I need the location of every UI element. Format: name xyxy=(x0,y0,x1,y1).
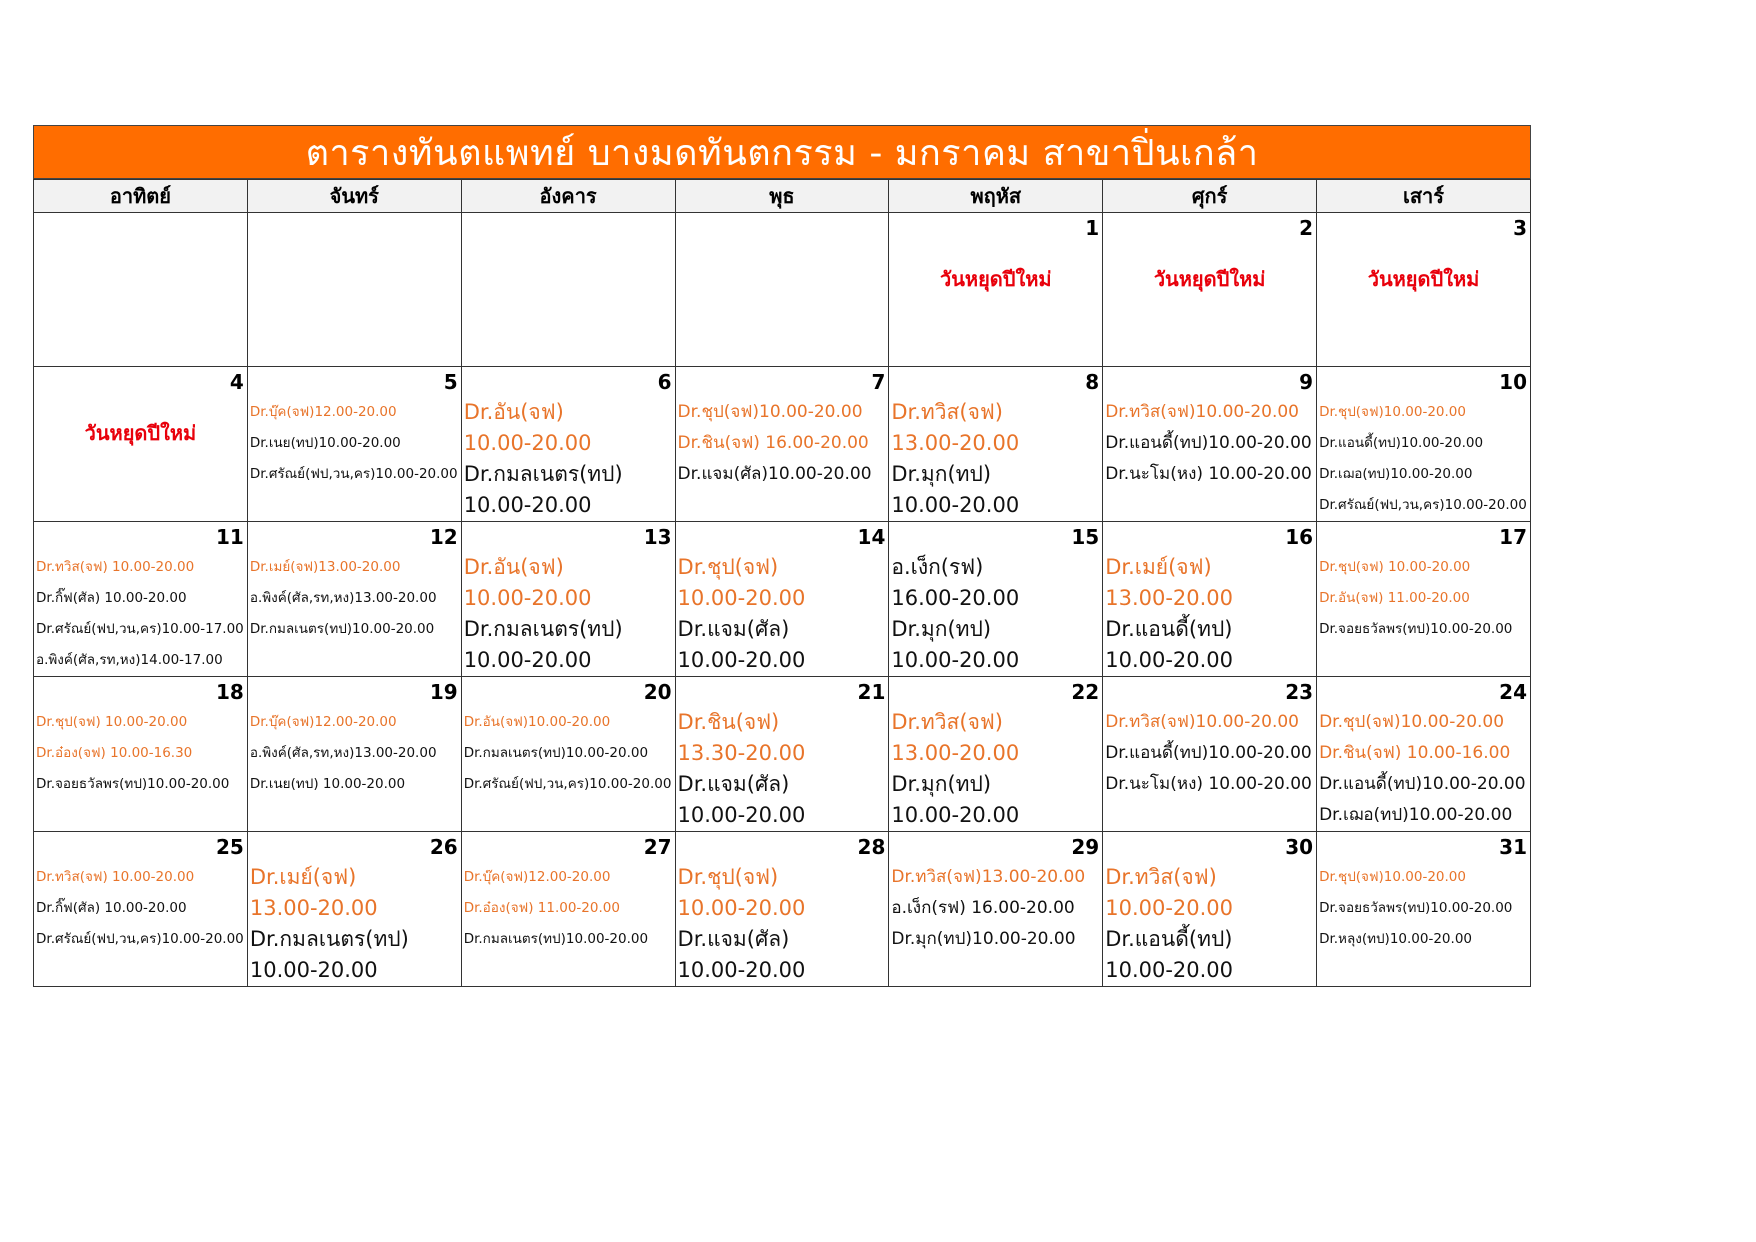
day-cell xyxy=(247,522,461,677)
dentist-shift-entry: Dr.นะโม(หง) 10.00-20.00 xyxy=(1105,464,1312,484)
day-cell xyxy=(1103,677,1317,832)
dentist-shift-entry: Dr.ชุป(จฟ) xyxy=(677,555,779,579)
dentist-shift-entry: 13.00-20.00 xyxy=(249,896,378,920)
dentist-shift-entry: Dr.ชุป(จฟ) 10.00-20.00 xyxy=(1319,559,1471,575)
calendar-body xyxy=(34,213,1531,987)
dentist-shift-entry: Dr.ชุป(จฟ) 10.00-20.00 xyxy=(36,714,188,730)
dentist-shift-entry: Dr.ศรัณย์(ฟป,วน,คร)10.00-20.00 xyxy=(249,466,458,482)
day-cell xyxy=(461,677,675,832)
dentist-shift-entry: 10.00-20.00 xyxy=(463,431,592,455)
dentist-shift-entry: Dr.ทวิส(จฟ)10.00-20.00 xyxy=(1105,402,1300,422)
dentist-shift-entry: 10.00-20.00 xyxy=(463,648,592,672)
dentist-shift-list xyxy=(1319,552,1528,645)
dentist-shift-entry: Dr.ชุป(จฟ)10.00-20.00 xyxy=(1319,712,1505,732)
dentist-shift-entry: Dr.หลุง(ทป)10.00-20.00 xyxy=(1319,931,1472,947)
dentist-shift-entry: Dr.อ๋อง(จฟ) 10.00-16.30 xyxy=(36,745,193,761)
day-number: 31 xyxy=(1499,835,1527,859)
dentist-shift-list xyxy=(464,397,673,521)
day-cell xyxy=(34,832,248,987)
day-cell xyxy=(1103,213,1317,367)
calendar-table xyxy=(33,179,1531,987)
dentist-shift-entry: Dr.บุ๊ค(จฟ)12.00-20.00 xyxy=(249,714,397,730)
weekday-header-row xyxy=(34,180,1531,213)
dentist-shift-entry: Dr.ชุป(จฟ)10.00-20.00 xyxy=(1319,869,1466,885)
dentist-shift-list xyxy=(678,552,887,676)
dentist-shift-entry: Dr.ศรัณย์(ฟป,วน,คร)10.00-20.00 xyxy=(463,776,672,792)
day-cell xyxy=(889,832,1103,987)
dentist-shift-entry: Dr.ทวิส(จฟ) xyxy=(891,710,1003,734)
dentist-shift-entry: อ.พิงค์(ศัล,รท,หง)13.00-20.00 xyxy=(249,590,437,606)
day-number: 1 xyxy=(1085,216,1100,240)
dentist-shift-list xyxy=(36,707,245,800)
day-cell xyxy=(247,677,461,832)
dentist-shift-entry: Dr.อัน(จฟ) xyxy=(463,555,564,579)
dentist-shift-list xyxy=(1319,397,1528,521)
day-cell xyxy=(34,367,248,522)
dentist-shift-list xyxy=(891,707,1100,831)
day-number: 19 xyxy=(429,680,458,704)
dentist-shift-entry: 10.00-20.00 xyxy=(249,958,378,982)
day-number: 23 xyxy=(1285,680,1314,704)
dentist-shift-entry: Dr.เนย(ทป)10.00-20.00 xyxy=(249,435,401,451)
empty-day-cell xyxy=(247,213,461,367)
day-cell xyxy=(889,213,1103,367)
week-row xyxy=(34,522,1531,677)
dentist-shift-entry: Dr.ทวิส(จฟ) xyxy=(1105,865,1217,889)
dentist-shift-entry: Dr.ชิน(จฟ) xyxy=(677,710,780,734)
day-cell xyxy=(34,677,248,832)
day-number xyxy=(464,213,673,243)
dentist-shift-entry: Dr.ชิน(จฟ) 10.00-16.00 xyxy=(1319,743,1511,763)
dentist-shift-list xyxy=(891,862,1100,955)
day-number: 4 xyxy=(229,370,244,394)
day-number: 27 xyxy=(643,835,672,859)
holiday-label: วันหยุดปีใหม่ xyxy=(84,421,197,445)
dentist-shift-entry: Dr.อัน(จฟ)10.00-20.00 xyxy=(463,714,611,730)
dentist-shift-entry: Dr.มุก(ทป)10.00-20.00 xyxy=(891,929,1076,949)
dentist-shift-entry: Dr.ทวิส(จฟ)13.00-20.00 xyxy=(891,867,1086,887)
dentist-shift-entry: Dr.จอยธวัลพร(ทป)10.00-20.00 xyxy=(1319,621,1513,637)
empty-day-cell xyxy=(34,213,248,367)
weekday-saturday: เสาร์ xyxy=(1317,180,1531,213)
day-number: 3 xyxy=(1513,216,1527,240)
empty-day-cell xyxy=(675,213,889,367)
day-cell xyxy=(675,832,889,987)
dentist-shift-entry: 10.00-20.00 xyxy=(891,803,1020,827)
dentist-shift-entry: 10.00-20.00 xyxy=(677,648,806,672)
dentist-shift-entry: Dr.แอนดี้(ทป) xyxy=(1105,927,1233,951)
day-cell xyxy=(1103,367,1317,522)
day-number: 8 xyxy=(1085,370,1100,394)
dentist-shift-entry: Dr.นะโม(หง) 10.00-20.00 xyxy=(1105,774,1312,794)
dentist-shift-list xyxy=(250,707,459,800)
dentist-shift-entry: Dr.แจม(ศัล) xyxy=(677,927,790,951)
day-cell xyxy=(1317,677,1531,832)
day-number: 7 xyxy=(871,370,886,394)
dentist-shift-entry: Dr.ทวิส(จฟ) 10.00-20.00 xyxy=(36,869,195,885)
day-cell xyxy=(889,677,1103,832)
dentist-shift-entry: 10.00-20.00 xyxy=(1105,958,1234,982)
dentist-shift-entry: Dr.จอยธวัลพร(ทป)10.00-20.00 xyxy=(36,776,230,792)
holiday-label: วันหยุดปีใหม่ xyxy=(939,267,1052,291)
dentist-shift-entry: Dr.ชุป(จฟ)10.00-20.00 xyxy=(677,402,863,422)
day-number: 26 xyxy=(429,835,458,859)
dentist-shift-entry: Dr.แจม(ศัล) xyxy=(677,617,790,641)
dentist-shift-entry: Dr.มุก(ทป) xyxy=(891,462,992,486)
day-number: 28 xyxy=(857,835,886,859)
dentist-shift-entry: Dr.เฌอ(ทป)10.00-20.00 xyxy=(1319,805,1513,825)
dentist-shift-entry: 13.00-20.00 xyxy=(891,431,1020,455)
dentist-shift-entry: 10.00-20.00 xyxy=(891,493,1020,517)
day-cell xyxy=(675,367,889,522)
dentist-shift-entry: Dr.มุก(ทป) xyxy=(891,617,992,641)
dentist-shift-entry: Dr.แอนดี้(ทป)10.00-20.00 xyxy=(1105,433,1312,453)
day-number: 16 xyxy=(1285,525,1314,549)
dentist-shift-list xyxy=(678,862,887,986)
dentist-shift-entry: Dr.เมย์(จฟ) xyxy=(249,865,357,889)
week-row xyxy=(34,367,1531,522)
dentist-shift-entry: Dr.ศรัณย์(ฟป,วน,คร)10.00-17.00 xyxy=(36,621,244,637)
day-cell xyxy=(461,832,675,987)
dentist-shift-list xyxy=(1105,707,1314,800)
dentist-shift-entry: Dr.ศรัณย์(ฟป,วน,คร)10.00-20.00 xyxy=(1319,497,1527,513)
dentist-shift-list xyxy=(36,862,245,955)
day-cell xyxy=(889,522,1103,677)
dentist-shift-entry: 10.00-20.00 xyxy=(677,803,806,827)
week-row xyxy=(34,677,1531,832)
day-number: 11 xyxy=(216,525,244,549)
dentist-shift-entry: Dr.กิ๊ฟ(ศัล) 10.00-20.00 xyxy=(36,590,187,606)
day-number xyxy=(36,213,245,243)
dentist-shift-entry: 10.00-20.00 xyxy=(1105,896,1234,920)
dentist-shift-entry: Dr.เนย(ทป) 10.00-20.00 xyxy=(249,776,406,792)
dentist-shift-entry: Dr.กมลเนตร(ทป)10.00-20.00 xyxy=(249,621,435,637)
dentist-shift-entry: Dr.ศรัณย์(ฟป,วน,คร)10.00-20.00 xyxy=(36,931,244,947)
dentist-shift-entry: Dr.เฌอ(ทป)10.00-20.00 xyxy=(1319,466,1473,482)
dentist-shift-list xyxy=(891,552,1100,676)
day-number: 10 xyxy=(1499,370,1527,394)
dentist-shift-entry: 10.00-20.00 xyxy=(891,648,1020,672)
dentist-shift-entry: Dr.กิ๊ฟ(ศัล) 10.00-20.00 xyxy=(36,900,187,916)
dentist-shift-entry: Dr.ชุป(จฟ) xyxy=(677,865,779,889)
weekday-tuesday: อังคาร xyxy=(461,180,675,213)
dentist-shift-entry: Dr.กมลเนตร(ทป) xyxy=(249,927,409,951)
dentist-shift-entry: อ.เง็ก(รฟ) 16.00-20.00 xyxy=(891,898,1075,918)
schedule-title: ตารางทันตแพทย์ บางมดทันตกรรม - มกราคม สาขาปิ่นเกล้า xyxy=(33,125,1531,179)
dentist-shift-list xyxy=(464,552,673,676)
dentist-shift-entry: Dr.แอนดี้(ทป)10.00-20.00 xyxy=(1105,743,1312,763)
dentist-shift-entry: Dr.แอนดี้(ทป) xyxy=(1105,617,1233,641)
day-cell xyxy=(1317,522,1531,677)
day-number: 25 xyxy=(216,835,244,859)
dentist-shift-entry: Dr.ทวิส(จฟ) 10.00-20.00 xyxy=(36,559,195,575)
dentist-shift-entry: อ.เง็ก(รฟ) xyxy=(891,555,984,579)
dentist-shift-list xyxy=(1105,862,1314,986)
day-number: 29 xyxy=(1071,835,1100,859)
dentist-shift-entry: Dr.ชุป(จฟ)10.00-20.00 xyxy=(1319,404,1466,420)
day-number: 18 xyxy=(216,680,244,704)
day-cell xyxy=(1103,522,1317,677)
day-number xyxy=(250,213,459,243)
dentist-shift-list xyxy=(678,397,887,490)
day-number: 9 xyxy=(1299,370,1314,394)
day-cell xyxy=(1317,367,1531,522)
dentist-shift-entry: Dr.แจม(ศัล)10.00-20.00 xyxy=(677,464,872,484)
weekday-friday: ศุกร์ xyxy=(1103,180,1317,213)
dentist-shift-list xyxy=(464,707,673,800)
dentist-shift-entry: Dr.เมย์(จฟ)13.00-20.00 xyxy=(249,559,401,575)
day-number: 13 xyxy=(643,525,672,549)
dentist-shift-entry: Dr.แจม(ศัล) xyxy=(677,772,790,796)
weekday-thursday: พฤหัส xyxy=(889,180,1103,213)
dentist-shift-entry: Dr.บุ๊ค(จฟ)12.00-20.00 xyxy=(249,404,397,420)
day-number: 6 xyxy=(657,370,672,394)
dentist-shift-entry: 10.00-20.00 xyxy=(463,586,592,610)
day-number xyxy=(678,213,887,243)
week-row xyxy=(34,213,1531,367)
day-cell xyxy=(675,677,889,832)
holiday-label: วันหยุดปีใหม่ xyxy=(1153,267,1266,291)
day-cell xyxy=(247,832,461,987)
dentist-shift-list xyxy=(1105,397,1314,490)
day-number: 17 xyxy=(1499,525,1527,549)
dentist-shift-list xyxy=(464,862,673,955)
dentist-shift-entry: 10.00-20.00 xyxy=(677,896,806,920)
day-number: 30 xyxy=(1285,835,1314,859)
dentist-shift-entry: Dr.จอยธวัลพร(ทป)10.00-20.00 xyxy=(1319,900,1513,916)
dentist-shift-list xyxy=(250,552,459,645)
dentist-shift-entry: 10.00-20.00 xyxy=(1105,648,1234,672)
day-cell xyxy=(461,367,675,522)
dentist-shift-entry: Dr.ทวิส(จฟ)10.00-20.00 xyxy=(1105,712,1300,732)
day-number: 20 xyxy=(643,680,672,704)
dentist-shift-list xyxy=(1319,707,1528,831)
day-number: 5 xyxy=(443,370,458,394)
day-number: 22 xyxy=(1071,680,1100,704)
dentist-shift-entry: Dr.กมลเนตร(ทป) xyxy=(463,462,623,486)
day-number: 2 xyxy=(1299,216,1314,240)
dentist-shift-entry: Dr.บุ๊ค(จฟ)12.00-20.00 xyxy=(463,869,611,885)
dentist-shift-entry: อ.พิงค์(ศัล,รท,หง)13.00-20.00 xyxy=(249,745,437,761)
day-cell xyxy=(675,522,889,677)
dentist-shift-list xyxy=(36,552,245,676)
day-number: 21 xyxy=(857,680,886,704)
dentist-shift-entry: Dr.เมย์(จฟ) xyxy=(1105,555,1212,579)
dentist-shift-entry: 13.00-20.00 xyxy=(1105,586,1234,610)
dentist-shift-entry: 10.00-20.00 xyxy=(677,958,806,982)
dentist-shift-entry: Dr.มุก(ทป) xyxy=(891,772,992,796)
dentist-shift-entry: Dr.ทวิส(จฟ) xyxy=(891,400,1003,424)
dentist-shift-entry: Dr.ชิน(จฟ) 16.00-20.00 xyxy=(677,433,869,453)
dentist-shift-list xyxy=(250,862,459,986)
dentist-shift-list xyxy=(891,397,1100,521)
day-cell xyxy=(247,367,461,522)
day-cell xyxy=(34,522,248,677)
weekday-sunday: อาทิตย์ xyxy=(34,180,248,213)
dentist-shift-list xyxy=(250,397,459,490)
dentist-shift-entry: Dr.กมลเนตร(ทป) xyxy=(463,617,623,641)
dentist-shift-entry: Dr.แอนดี้(ทป)10.00-20.00 xyxy=(1319,774,1526,794)
dentist-shift-entry: 10.00-20.00 xyxy=(677,586,806,610)
holiday-label: วันหยุดปีใหม่ xyxy=(1367,267,1480,291)
weekday-monday: จันทร์ xyxy=(247,180,461,213)
dentist-shift-entry: Dr.อัน(จฟ) 11.00-20.00 xyxy=(1319,590,1470,606)
day-number: 14 xyxy=(857,525,886,549)
day-cell xyxy=(1317,213,1531,367)
empty-day-cell xyxy=(461,213,675,367)
day-cell xyxy=(1317,832,1531,987)
weekday-wednesday: พุธ xyxy=(675,180,889,213)
schedule-sheet xyxy=(33,125,1531,987)
day-number: 12 xyxy=(429,525,458,549)
week-row xyxy=(34,832,1531,987)
dentist-shift-list xyxy=(678,707,887,831)
dentist-shift-entry: 13.30-20.00 xyxy=(677,741,806,765)
dentist-shift-entry: Dr.กมลเนตร(ทป)10.00-20.00 xyxy=(463,931,649,947)
day-number: 15 xyxy=(1071,525,1100,549)
dentist-shift-entry: Dr.อัน(จฟ) xyxy=(463,400,564,424)
dentist-shift-entry: Dr.กมลเนตร(ทป)10.00-20.00 xyxy=(463,745,649,761)
day-cell xyxy=(889,367,1103,522)
dentist-shift-entry: Dr.แอนดี้(ทป)10.00-20.00 xyxy=(1319,435,1484,451)
dentist-shift-entry: 10.00-20.00 xyxy=(463,493,592,517)
dentist-shift-list xyxy=(1319,862,1528,955)
day-number: 24 xyxy=(1499,680,1527,704)
dentist-shift-entry: Dr.อ๋อง(จฟ) 11.00-20.00 xyxy=(463,900,620,916)
dentist-shift-entry: อ.พิงค์(ศัล,รท,หง)14.00-17.00 xyxy=(36,652,223,668)
dentist-shift-entry: 16.00-20.00 xyxy=(891,586,1020,610)
day-cell xyxy=(1103,832,1317,987)
dentist-shift-list xyxy=(1105,552,1314,676)
dentist-shift-entry: 13.00-20.00 xyxy=(891,741,1020,765)
day-cell xyxy=(461,522,675,677)
